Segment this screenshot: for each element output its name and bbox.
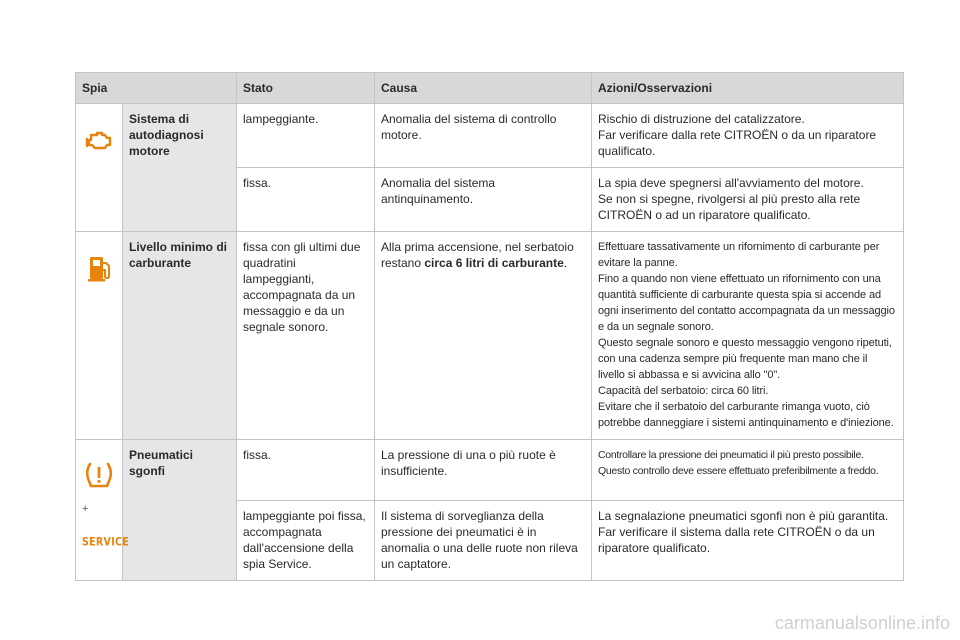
fuel-pump-icon (84, 251, 114, 285)
plus-sign: + (82, 503, 89, 515)
row-name-engine: Sistema di autodiagnosi motore (123, 104, 237, 232)
azioni-line: Far verificare dalla rete CITROËN o da un riparatore qualificato. (598, 128, 877, 158)
header-causa: Causa (375, 73, 592, 104)
causa-text-end: . (563, 256, 568, 270)
warning-lights-table (75, 72, 904, 581)
azioni-cell (592, 104, 904, 168)
azioni-line: Questo controllo deve essere effettuato preferibilmente a freddo. (598, 465, 879, 477)
header-stato: Stato (237, 73, 375, 104)
azioni-cell (592, 232, 904, 440)
azioni-line: Controllare la pressione dei pneumatici il più presto possibile. (598, 449, 864, 461)
row-name-tyre: Pneumatici sgonfi (123, 440, 237, 581)
causa-text: Alla prima accensione, nel serbatoio restano (381, 240, 574, 270)
watermark-text: carmanualsonline.info (774, 613, 950, 633)
azioni-line: Questo segnale sonoro e questo messaggio vengono ripetuti, con una cadenza sempre più frequente man mano che il livello si abbassa e si avvicina allo "0". (598, 337, 892, 381)
azioni-cell (592, 501, 904, 581)
header-spia: Spia (76, 73, 237, 104)
azioni-line: La segnalazione pneumatici sgonfi non è più garantita. (598, 509, 889, 523)
stato-cell: fissa con gli ultimi due quadratini lampeggianti, accompagnata da un messaggio e da un segnale sonoro. (237, 232, 375, 440)
azioni-line: Effettuare tassativamente un rifornimento di carburante per evitare la panne. (598, 241, 880, 269)
row-name-fuel: Livello minimo di carburante (123, 232, 237, 440)
stato-cell: lampeggiante poi fissa, accompagnata dall'accensione della spia Service. (237, 501, 375, 581)
azioni-line: La spia deve spegnersi all'avviamento del motore. (598, 176, 864, 190)
azioni-line: Capacità del serbatoio: circa 60 litri. (598, 385, 769, 397)
stato-cell: fissa. (237, 440, 375, 501)
icon-cell-tyre (76, 440, 130, 581)
table-header-row (76, 73, 904, 104)
causa-cell: Anomalia del sistema antinquinamento. (375, 168, 592, 232)
table-row (76, 232, 904, 440)
causa-cell (375, 232, 592, 440)
table-row (76, 104, 904, 168)
causa-cell: Anomalia del sistema di controllo motore. (375, 104, 592, 168)
table-row (76, 440, 904, 501)
azioni-line: Rischio di distruzione del catalizzatore. (598, 112, 805, 126)
icon-cell-fuel (76, 232, 123, 440)
azioni-line: Evitare che il serbatoio del carburante rimanga vuoto, ciò potrebbe danneggiare i sistemi antinquinamento e d'iniezione. (598, 401, 894, 429)
azioni-line: Se non si spegne, rivolgersi al più presto alla rete CITROËN o ad un riparatore qualificato. (598, 192, 861, 222)
causa-cell: Il sistema di sorveglianza della pressione dei pneumatici è in anomalia o una delle ruote non rileva un captatore. (375, 501, 592, 581)
engine-check-icon (83, 125, 115, 157)
azioni-line: Fino a quando non viene effettuato un rifornimento con una quantità sufficiente di carburante questa spia si accende ad ogni inserimento del contatto accompagnata da un messaggio e da un segnale sonoro. (598, 273, 895, 333)
header-azioni: Azioni/Osservazioni (592, 73, 904, 104)
causa-bold-text: circa 6 litri di carburante (424, 256, 564, 270)
stato-cell: fissa. (237, 168, 375, 232)
stato-cell: lampeggiante. (237, 104, 375, 168)
causa-cell: La pressione di una o più ruote è insufficiente. (375, 440, 592, 501)
service-icon: SERVICE (82, 535, 130, 550)
azioni-cell (592, 168, 904, 232)
tyre-pressure-icon (82, 459, 116, 491)
azioni-cell (592, 440, 904, 501)
azioni-line: Far verificare il sistema dalla rete CITROËN o da un riparatore qualificato. (598, 525, 875, 555)
icon-cell-engine (76, 104, 123, 232)
